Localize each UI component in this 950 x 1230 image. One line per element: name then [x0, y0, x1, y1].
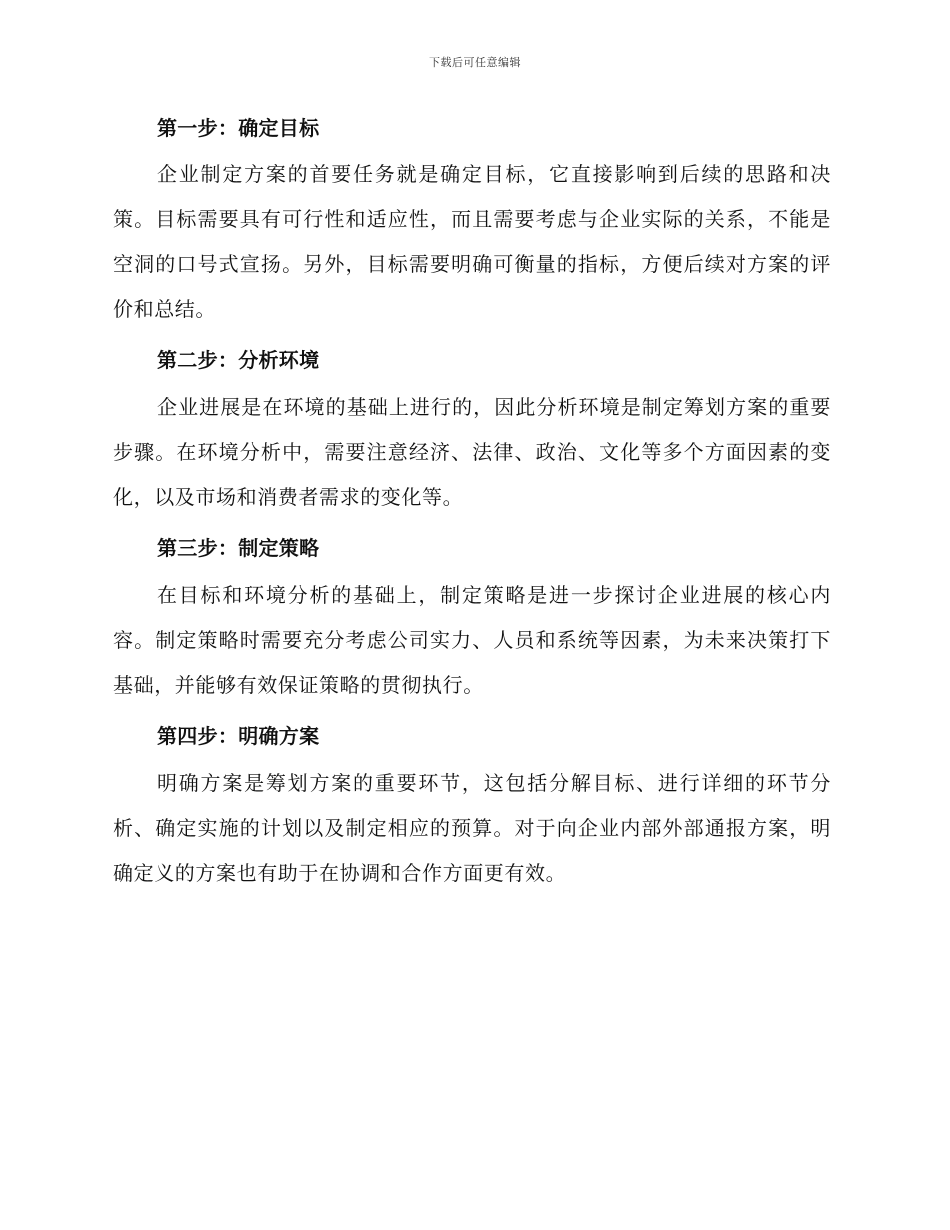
step-2-paragraph: 企业进展是在环境的基础上进行的，因此分析环境是制定筹划方案的重要步骤。在环境分析中，需要注意经济、法律、政治、文化等多个方面因素的变化，以及市场和消费者需求的变化等。 — [113, 395, 831, 509]
step-1-paragraph: 企业制定方案的首要任务就是确定目标，它直接影响到后续的思路和决策。目标需要具有可行性和适应性，而且需要考虑与企业实际的关系，不能是空洞的口号式宣扬。另外，目标需要明确可衡量的指标，方便后续对方案的评价和总结。 — [113, 162, 831, 321]
step-3-paragraph: 在目标和环境分析的基础上，制定策略是进一步探讨企业进展的核心内容。制定策略时需要充分考虑公司实力、人员和系统等因素，为未来决策打下基础，并能够有效保证策略的贯彻执行。 — [113, 583, 831, 697]
page-header: 下载后可任意编辑 — [429, 56, 521, 69]
step-1-heading: 第一步：确定目标 — [157, 116, 320, 140]
step-4-heading: 第四步：明确方案 — [157, 724, 320, 748]
document-body — [113, 112, 831, 896]
step-2-heading: 第二步：分析环境 — [157, 348, 320, 372]
step-4-paragraph: 明确方案是筹划方案的重要环节，这包括分解目标、进行详细的环节分析、确定实施的计划以及制定相应的预算。对于向企业内部外部通报方案，明确定义的方案也有助于在协调和合作方面更有效。 — [113, 771, 831, 885]
step-3-heading: 第三步：制定策略 — [157, 536, 320, 560]
